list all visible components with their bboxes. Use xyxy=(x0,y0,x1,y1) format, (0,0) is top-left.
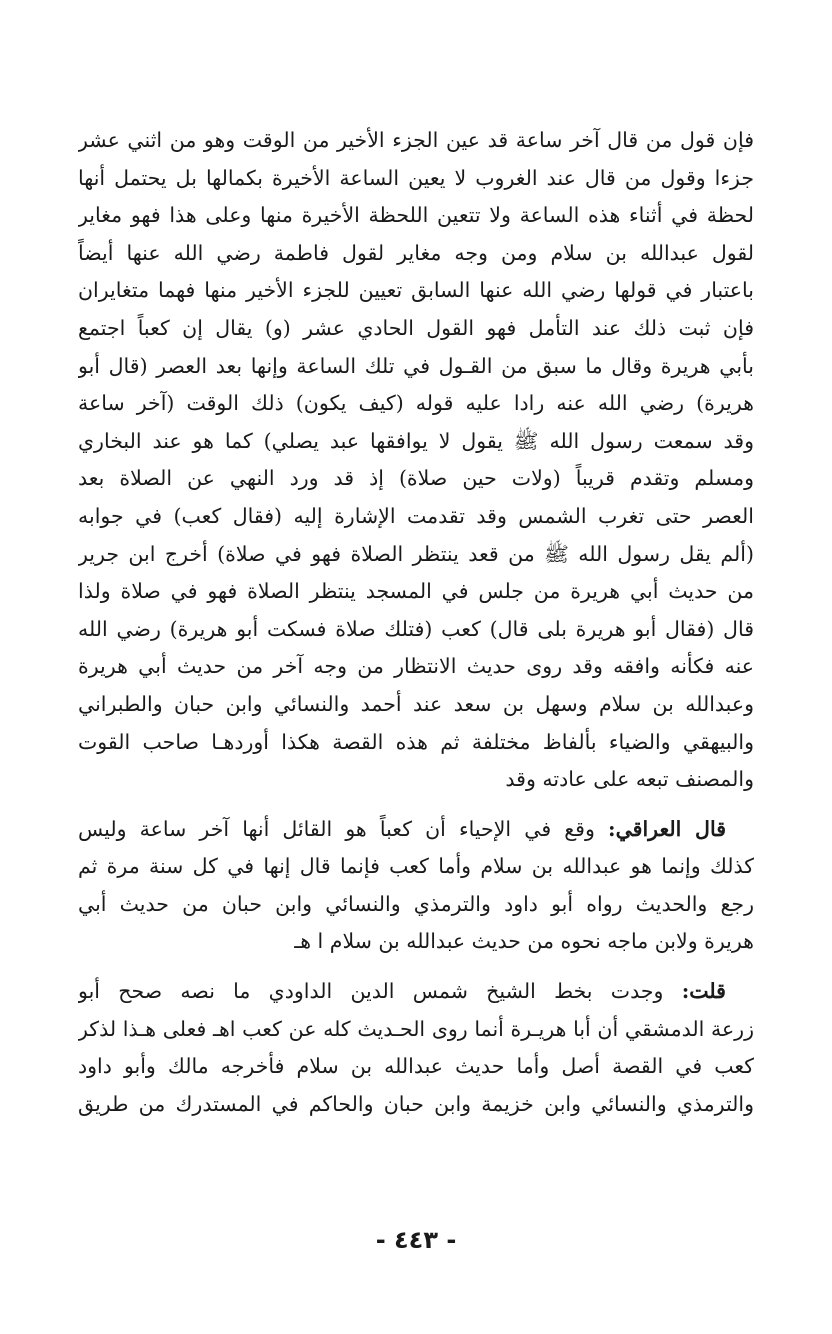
text-line: كذلك وإنما هو عبدالله بن سلام وأما كعب فإنما قال إنها في كل سنة مرة ثم xyxy=(78,854,754,879)
text-line: فإن ثبت ذلك عند التأمل فهو القول الحادي عشر (و) يقال إن كعباً اجتمع xyxy=(78,315,754,340)
page-number: - ٤٤٣ - xyxy=(375,1226,457,1254)
paragraph-iraqi xyxy=(78,811,754,961)
text-line: من حديث أبي هريرة من جلس في المسجد ينتظر الصلاة فهو في صلاة ولذا xyxy=(78,579,754,604)
text-span: وجدت بخط الشيخ شمس الدين الداودي ما نصه صحح أبو xyxy=(78,979,682,1004)
text-line: لحظة في أثناء هذه الساعة ولا تتعين اللحظة الأخيرة منها وعلى هذا فهو مغاير xyxy=(78,203,754,228)
text-line-first xyxy=(78,811,754,849)
text-line: كعب في القصة أصل وأما حديث عبدالله بن سلام فأخرجه مالك وأبو داود xyxy=(78,1054,754,1079)
page-body xyxy=(78,122,754,1123)
text-line-first xyxy=(78,973,754,1011)
text-line: جزءا وقول من قال عند الغروب لا يعين الساعة الأخيرة بكمالها بل يحتمل أنها xyxy=(78,165,754,190)
text-line: لقول عبدالله بن سلام ومن وجه مغاير لقول فاطمة رضي الله عنها أيضاً xyxy=(78,240,754,265)
paragraph-1 xyxy=(78,122,754,799)
paragraph-lead: قال العراقي: xyxy=(608,816,727,841)
text-line: فإن قول من قال آخر ساعة قد عين الجزء الأخير من الوقت وهو من اثني عشر xyxy=(78,128,754,152)
text-line: (ألم يقل رسول الله ﷺ من قعد ينتظر الصلاة فهو في صلاة) أخرج ابن جرير xyxy=(78,541,754,566)
text-line: زرعة الدمشقي أن أبا هريـرة أنما روى الحـديث كله عن كعب اهـ فعلى هـذا لذكر xyxy=(78,1016,754,1041)
text-line: رجع والحديث رواه أبو داود والترمذي والنسائي وابن حبان من حديث أبي xyxy=(78,891,754,916)
text-line: والترمذي والنسائي وابن خزيمة وابن حبان والحاكم في المستدرك من طريق xyxy=(78,1091,754,1116)
text-line: العصر حتى تغرب الشمس وقد تقدمت الإشارة إليه (فقال كعب) في جوابه xyxy=(78,503,754,528)
text-line: قال (فقال أبو هريرة بلى قال) كعب (فتلك صلاة فسكت أبو هريرة) رضي الله xyxy=(78,616,754,641)
text-line: وقد سمعت رسول الله ﷺ يقول لا يوافقها عبد يصلي) كما هو عند البخاري xyxy=(78,428,754,453)
text-line: عنه فكأنه وافقه وقد روى حديث الانتظار من وجه آخر من حديث أبي هريرة xyxy=(78,654,754,679)
text-line-last: هريرة ولابن ماجه نحوه من حديث عبدالله بن سلام ا هـ xyxy=(294,929,754,954)
text-line: والبيهقي والضياء بألفاظ مختلفة ثم هذه القصة هكذا أوردهـا صاحب القوت xyxy=(78,729,754,754)
text-line: وعبدالله بن سلام وسهل بن سعد عند أحمد والنسائي وابن حبان والطبراني xyxy=(78,691,754,716)
text-line: بأبي هريرة وقال ما سبق من القـول في تلك الساعة وإنها بعد العصر (قال أبو xyxy=(78,353,754,378)
text-line: ومسلم وتقدم قريباً (ولات حين صلاة) إذ قد ورد النهي عن الصلاة بعد xyxy=(78,466,754,491)
text-line: هريرة) رضي الله عنه رادا عليه قوله (كيف يكون) ذلك الوقت (آخر ساعة xyxy=(78,391,754,416)
paragraph-lead: قلت: xyxy=(681,979,726,1004)
text-span: وقع في الإحياء أن كعباً هو القائل أنها آخر ساعة وليس xyxy=(78,816,609,841)
text-line-last: والمصنف تبعه على عادته وقد xyxy=(505,767,754,792)
paragraph-qultu xyxy=(78,973,754,1123)
text-line: باعتبار في قولها رضي الله عنها السابق تعيين للجزء الأخير منها فهما متغايران xyxy=(78,278,754,303)
